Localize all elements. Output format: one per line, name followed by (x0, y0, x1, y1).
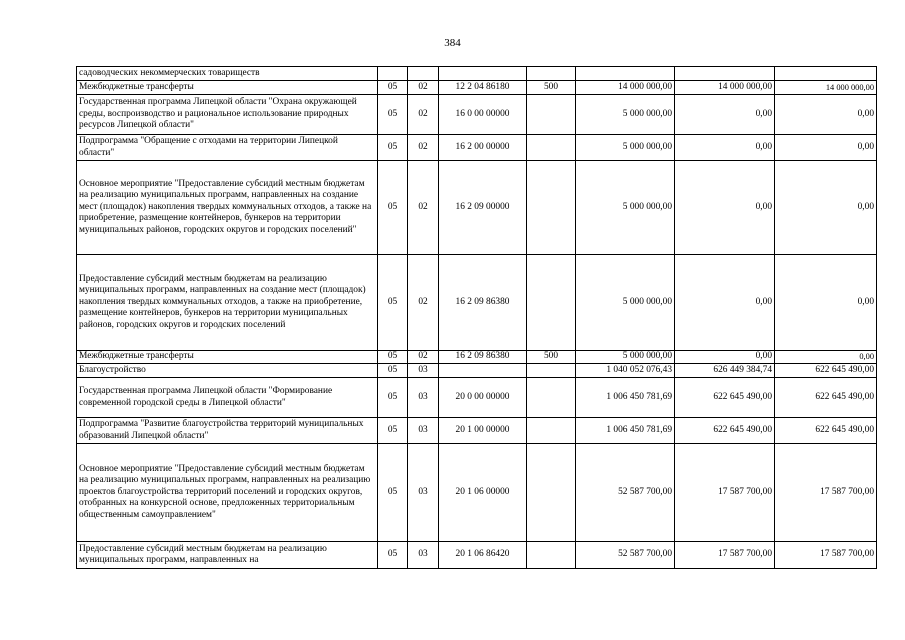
section-code-cell (378, 67, 408, 81)
section-code-cell: 05 (378, 351, 408, 364)
amount-year3-cell: 0,00 (775, 161, 877, 255)
expense-type-cell (527, 444, 576, 542)
amount-year3-cell (775, 67, 877, 81)
table-row (77, 161, 877, 255)
table-row (77, 364, 877, 378)
amount-year2-cell: 622 645 490,00 (675, 418, 775, 444)
row-name-cell: Межбюджетные трансферты (77, 81, 378, 95)
section-code-cell: 05 (378, 135, 408, 161)
table-row (77, 378, 877, 418)
table-row (77, 351, 877, 364)
expense-type-cell (527, 542, 576, 569)
subsection-code-cell: 02 (408, 95, 439, 135)
row-name-cell: Подпрограмма "Развитие благоустройства территорий муниципальных образований Липецкой области" (77, 418, 378, 444)
subsection-code-cell: 03 (408, 444, 439, 542)
row-name-cell: Основное мероприятие "Предоставление субсидий местным бюджетам на реализацию муниципальных программ, направленных на создание мест (площадок) накопления твердых коммунальных отходов, а также на приобретение, размещение контейнеров, бункеров на территории муниципальных районов, городских округов и городских поселений" (77, 161, 378, 255)
amount-year3-cell: 14 000 000,00 (775, 81, 877, 95)
subsection-code-cell: 03 (408, 378, 439, 418)
row-name-cell: садоводческих некоммерческих товариществ (77, 67, 378, 81)
subsection-code-cell: 03 (408, 418, 439, 444)
section-code-cell: 05 (378, 81, 408, 95)
row-name-cell: Благоустройство (77, 364, 378, 378)
target-article-cell: 16 0 00 00000 (439, 95, 527, 135)
amount-year3-cell: 17 587 700,00 (775, 444, 877, 542)
row-name-cell: Государственная программа Липецкой области "Формирование современной городской среды в Липецкой области" (77, 378, 378, 418)
row-name-cell: Государственная программа Липецкой области "Охрана окружающей среды, воспроизводство и рациональное использование природных ресурсов Липецкой области" (77, 95, 378, 135)
section-code-cell: 05 (378, 255, 408, 351)
amount-year3-cell: 0,00 (775, 351, 877, 364)
expense-type-cell (527, 378, 576, 418)
subsection-code-cell: 03 (408, 542, 439, 569)
subsection-code-cell: 02 (408, 135, 439, 161)
amount-year2-cell (675, 67, 775, 81)
table-row (77, 418, 877, 444)
table-row (77, 255, 877, 351)
target-article-cell: 20 0 00 00000 (439, 378, 527, 418)
row-name-cell: Предоставление субсидий местным бюджетам на реализацию муниципальных программ, направленных на (77, 542, 378, 569)
section-code-cell: 05 (378, 542, 408, 569)
expense-type-cell (527, 67, 576, 81)
amount-year2-cell: 0,00 (675, 161, 775, 255)
amount-year1-cell: 52 587 700,00 (576, 542, 675, 569)
subsection-code-cell: 02 (408, 351, 439, 364)
amount-year1-cell: 5 000 000,00 (576, 255, 675, 351)
expense-type-cell (527, 95, 576, 135)
section-code-cell: 05 (378, 444, 408, 542)
amount-year2-cell: 0,00 (675, 351, 775, 364)
section-code-cell: 05 (378, 161, 408, 255)
section-code-cell: 05 (378, 378, 408, 418)
target-article-cell: 20 1 06 86420 (439, 542, 527, 569)
expense-type-cell (527, 364, 576, 378)
target-article-cell: 16 2 09 86380 (439, 255, 527, 351)
row-name-cell: Межбюджетные трансферты (77, 351, 378, 364)
expense-type-cell (527, 255, 576, 351)
row-name-cell: Подпрограмма "Обращение с отходами на территории Липецкой области" (77, 135, 378, 161)
amount-year1-cell: 1 006 450 781,69 (576, 418, 675, 444)
amount-year2-cell: 17 587 700,00 (675, 444, 775, 542)
table-row (77, 95, 877, 135)
subsection-code-cell: 03 (408, 364, 439, 378)
target-article-cell (439, 364, 527, 378)
expense-type-cell: 500 (527, 81, 576, 95)
page-number: 384 (444, 37, 461, 49)
amount-year3-cell: 0,00 (775, 255, 877, 351)
target-article-cell: 20 1 06 00000 (439, 444, 527, 542)
amount-year2-cell: 17 587 700,00 (675, 542, 775, 569)
subsection-code-cell: 02 (408, 255, 439, 351)
target-article-cell: 20 1 00 00000 (439, 418, 527, 444)
budget-table (76, 66, 877, 569)
row-name-cell: Предоставление субсидий местным бюджетам на реализацию муниципальных программ, направленных на создание мест (площадок) накопления твердых коммунальных отходов, а также на приобретение, размещение контейнеров, бункеров на территории муниципальных районов, городских округов и городских поселений (77, 255, 378, 351)
amount-year2-cell: 0,00 (675, 255, 775, 351)
amount-year1-cell: 52 587 700,00 (576, 444, 675, 542)
expense-type-cell (527, 161, 576, 255)
target-article-cell: 16 2 00 00000 (439, 135, 527, 161)
amount-year1-cell (576, 67, 675, 81)
target-article-cell (439, 67, 527, 81)
amount-year2-cell: 626 449 384,74 (675, 364, 775, 378)
subsection-code-cell: 02 (408, 161, 439, 255)
section-code-cell: 05 (378, 364, 408, 378)
amount-year2-cell: 0,00 (675, 135, 775, 161)
table-row (77, 542, 877, 569)
amount-year2-cell: 14 000 000,00 (675, 81, 775, 95)
table-row (77, 135, 877, 161)
subsection-code-cell: 02 (408, 81, 439, 95)
row-name-cell: Основное мероприятие "Предоставление субсидий местным бюджетам на реализацию муниципальных программ, направленных на реализацию проектов благоустройства территорий поселений и городских округов, отобранных на конкурсной основе, предложенных территориальным общественным самоуправлением" (77, 444, 378, 542)
amount-year3-cell: 0,00 (775, 95, 877, 135)
amount-year3-cell: 17 587 700,00 (775, 542, 877, 569)
target-article-cell: 12 2 04 86180 (439, 81, 527, 95)
target-article-cell: 16 2 09 00000 (439, 161, 527, 255)
amount-year1-cell: 14 000 000,00 (576, 81, 675, 95)
section-code-cell: 05 (378, 95, 408, 135)
expense-type-cell (527, 418, 576, 444)
target-article-cell: 16 2 09 86380 (439, 351, 527, 364)
amount-year3-cell: 0,00 (775, 135, 877, 161)
subsection-code-cell (408, 67, 439, 81)
expense-type-cell: 500 (527, 351, 576, 364)
table-row (77, 67, 877, 81)
amount-year1-cell: 5 000 000,00 (576, 135, 675, 161)
amount-year3-cell: 622 645 490,00 (775, 364, 877, 378)
amount-year1-cell: 5 000 000,00 (576, 351, 675, 364)
section-code-cell: 05 (378, 418, 408, 444)
amount-year1-cell: 5 000 000,00 (576, 161, 675, 255)
amount-year3-cell: 622 645 490,00 (775, 418, 877, 444)
amount-year2-cell: 622 645 490,00 (675, 378, 775, 418)
amount-year3-cell: 622 645 490,00 (775, 378, 877, 418)
amount-year1-cell: 1 040 052 076,43 (576, 364, 675, 378)
amount-year1-cell: 5 000 000,00 (576, 95, 675, 135)
table-row (77, 444, 877, 542)
table-row (77, 81, 877, 95)
amount-year1-cell: 1 006 450 781,69 (576, 378, 675, 418)
amount-year2-cell: 0,00 (675, 95, 775, 135)
expense-type-cell (527, 135, 576, 161)
